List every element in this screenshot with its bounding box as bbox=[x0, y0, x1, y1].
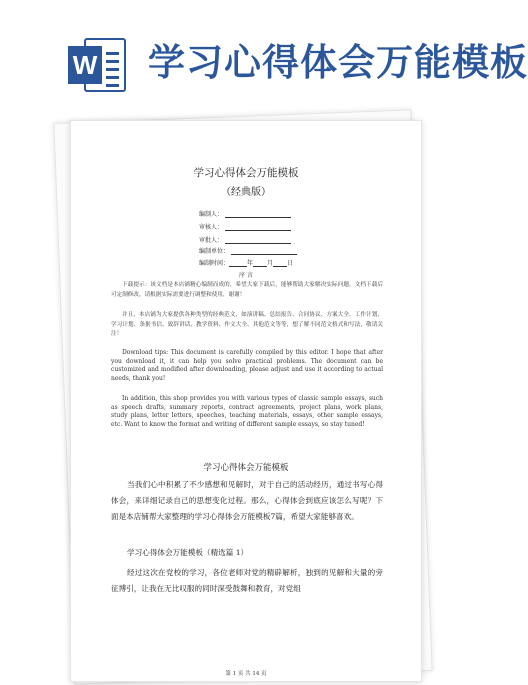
page-number: 第 1 页 共 14 页 bbox=[225, 671, 267, 677]
download-tip-cn: 下载提示：该文档是本店铺精心编制而成的，希望大家下载后，能够帮助大家解决实际问题。文档下载后可定制修改，请根据实际需要进行调整和使用，谢谢！ bbox=[111, 282, 383, 298]
field-unit: 编制单位： bbox=[199, 246, 297, 255]
field-approver: 审批人： bbox=[199, 235, 291, 244]
offer-cn: 并且，本店铺为大家提供各种类型的经典范文，如演讲稿、总结报告、合同协议、方案大全、工作计划、学习计划、条据书信、致辞讲话、教学资料、作文大全、其他范文等等，想了解不同范文格式和写法，敬请关注！ bbox=[111, 312, 383, 338]
intro-paragraph: 当我们心中积累了不少感想和见解时，对于自己的活动经历，通过书写心得体会，来详细记录自己的思想变化过程。那么，心得体会到底应该怎么写呢？下面是本店铺帮大家整理的学习心得体会万能模板7篇，希望大家能够喜欢。 bbox=[111, 480, 383, 521]
chapter-paragraph: 经过这次在党校的学习，各位老师对党的精辟解析，独到的见解和大量的旁征博引，让我在无比叹服的同时深受鼓舞和教育，对党组 bbox=[111, 568, 383, 593]
chapter-heading: 学习心得体会万能模板（精选篇 1） bbox=[127, 548, 249, 557]
word-logo bbox=[68, 34, 128, 96]
banner-title: 学习心得体会万能模板 bbox=[148, 41, 528, 84]
field-date: 编制时间： 年 月 日 bbox=[199, 260, 294, 267]
doc-title: 学习心得体会万能模板 bbox=[193, 167, 299, 179]
preface-heading: 序 言 bbox=[239, 272, 253, 279]
section-title: 学习心得体会万能模板 bbox=[203, 463, 289, 473]
document-page bbox=[70, 120, 422, 682]
field-reviewer: 审核人： bbox=[199, 222, 291, 231]
doc-subtitle: （经典版） bbox=[221, 187, 271, 198]
offer-en: In addition, this shop provides you with various types of classic sample essays, such as speech drafts, summary reports, contract agreements, project plans, work plans, study plans, letter letters, speeches, teaching materials, essays, other sample essays, etc. Want to know the format and writing of different sample essays, so stay tuned! bbox=[111, 395, 383, 428]
word-letter-icon: W bbox=[68, 46, 102, 84]
download-tip-en: Download tips: This document is carefully compiled by this editor. I hope that after you download it, it can help you solve practical problems. The document can be customized and modified after downloading, please adjust and use it according to actual needs, thank you! bbox=[111, 349, 383, 382]
field-author: 编制人： bbox=[199, 209, 291, 218]
